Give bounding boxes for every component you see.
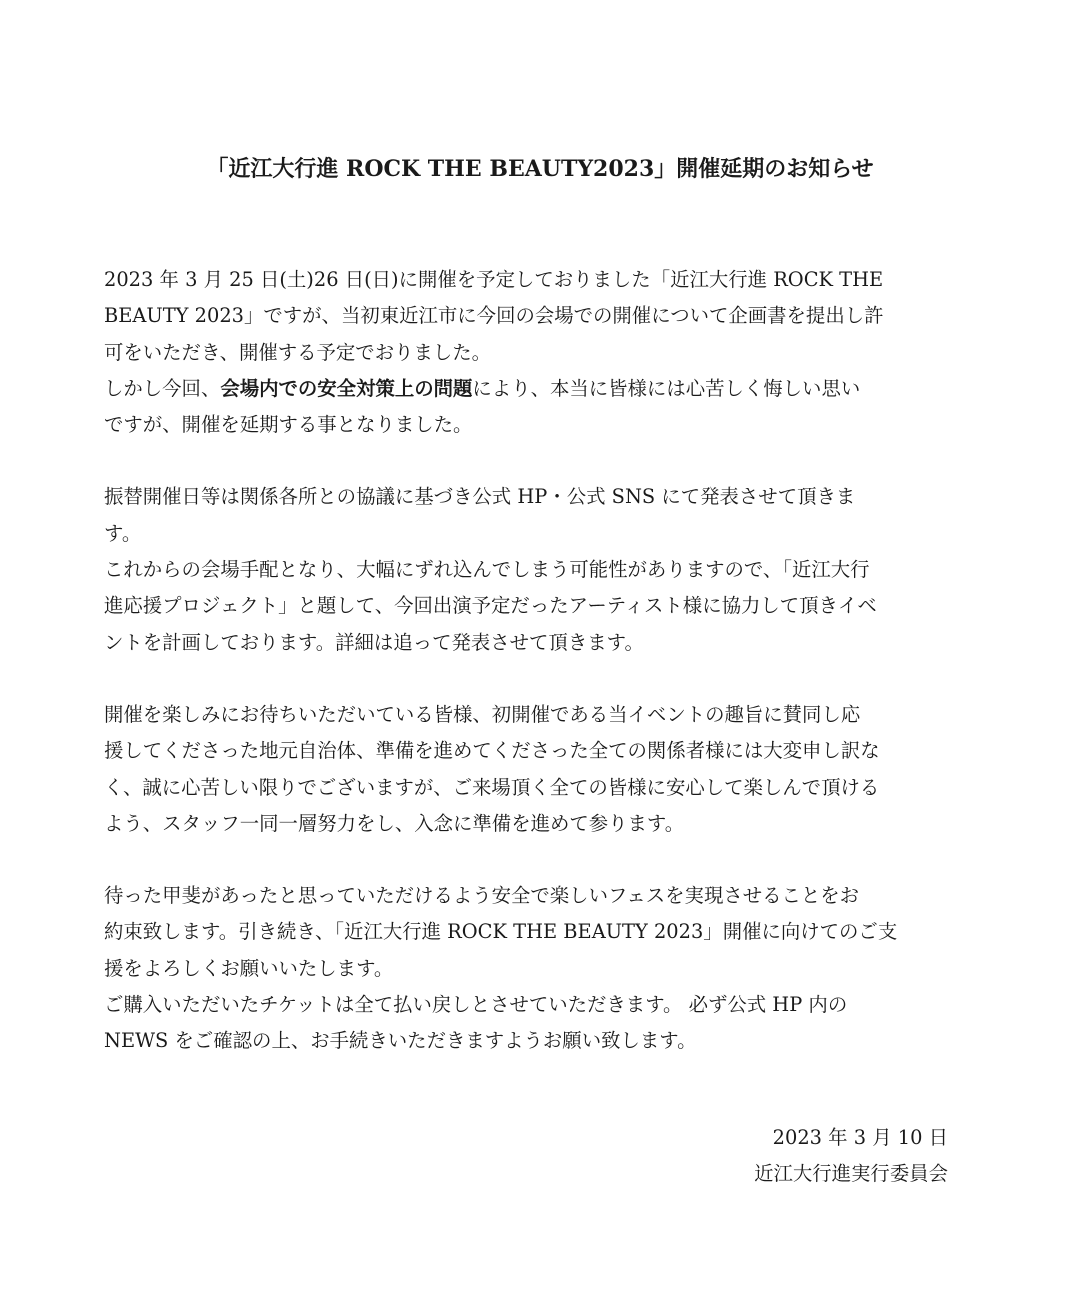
emphasis-text: 会場内での安全対策上の問題 (220, 376, 473, 400)
line-text: により、本当に皆様には心苦しく悔しい思い (472, 376, 861, 400)
paragraph-line: BEAUTY 2023」ですが、当初東近江市に今回の会場での開催について企画書を提出し許 (104, 304, 884, 328)
paragraph-line: 進応援プロジェクト」と題して、今回出演予定だったアーティスト様に協力して頂きイベ (104, 594, 877, 618)
issuing-organization: 近江大行進実行委員会 (754, 1162, 948, 1185)
paragraph-line: ントを計画しております。詳細は追って発表させて頂きます。 (104, 630, 644, 654)
paragraph-line: 約束致します。引き続き、「近江大行進 ROCK THE BEAUTY 2023」開催に向けてのご支 (104, 920, 898, 944)
signature-block (754, 1120, 948, 1192)
line-text: しかし今回、 (104, 376, 221, 400)
paragraph-line: 可をいただき、開催する予定でおりました。 (104, 340, 492, 364)
paragraph-line (104, 371, 952, 407)
paragraph-line: これからの会場手配となり、大幅にずれ込んでしまう可能性がありますので、「近江大行 (104, 558, 870, 582)
paragraph-line: ですが、開催を延期する事となりました。 (104, 413, 473, 437)
paragraph-line: 待った甲斐があったと思っていただけるよう安全で楽しいフェスを実現させることをお (104, 884, 860, 908)
paragraph-line: 開催を楽しみにお待ちいただいている皆様、初開催である当イベントの趣旨に賛同し応 (104, 702, 861, 726)
paragraph-line: す。 (104, 521, 142, 545)
paragraph-line: 援をよろしくお願いいたします。 (104, 956, 394, 980)
paragraph-3 (104, 697, 952, 842)
document-body (104, 262, 952, 1060)
paragraph-2 (104, 479, 952, 660)
paragraph-line: よう、スタッフ一同一層努力をし、入念に準備を進めて参ります。 (104, 811, 685, 835)
paragraph-4 (104, 878, 952, 1059)
paragraph-line: 2023 年 3 月 25 日(土)26 日(日)に開催を予定しておりました「近江大行進 ROCK THE (104, 268, 884, 291)
paragraph-line: く、誠に心苦しい限りでございますが、ご来場頂く全ての皆様に安心して楽しんで頂ける (104, 775, 880, 799)
issue-date: 2023 年 3 月 10 日 (772, 1126, 948, 1149)
paragraph-line: 振替開催日等は関係各所との協議に基づき公式 HP・公式 SNS にて発表させて頂きま (104, 485, 856, 509)
paragraph-line: 援してくださった地元自治体、準備を進めてくださった全ての関係者様には大変申し訳な (104, 739, 880, 763)
paragraph-line: NEWS をご確認の上、お手続きいただきますようお願い致します。 (104, 1029, 697, 1053)
paragraph-line: ご購入いただいたチケットは全て払い戻しとさせていただきます。 必ず公式 HP 内の (104, 993, 848, 1017)
paragraph-1 (104, 262, 952, 443)
document-title: 「近江大行進 ROCK THE BEAUTY2023」開催延期のお知らせ (206, 156, 874, 182)
